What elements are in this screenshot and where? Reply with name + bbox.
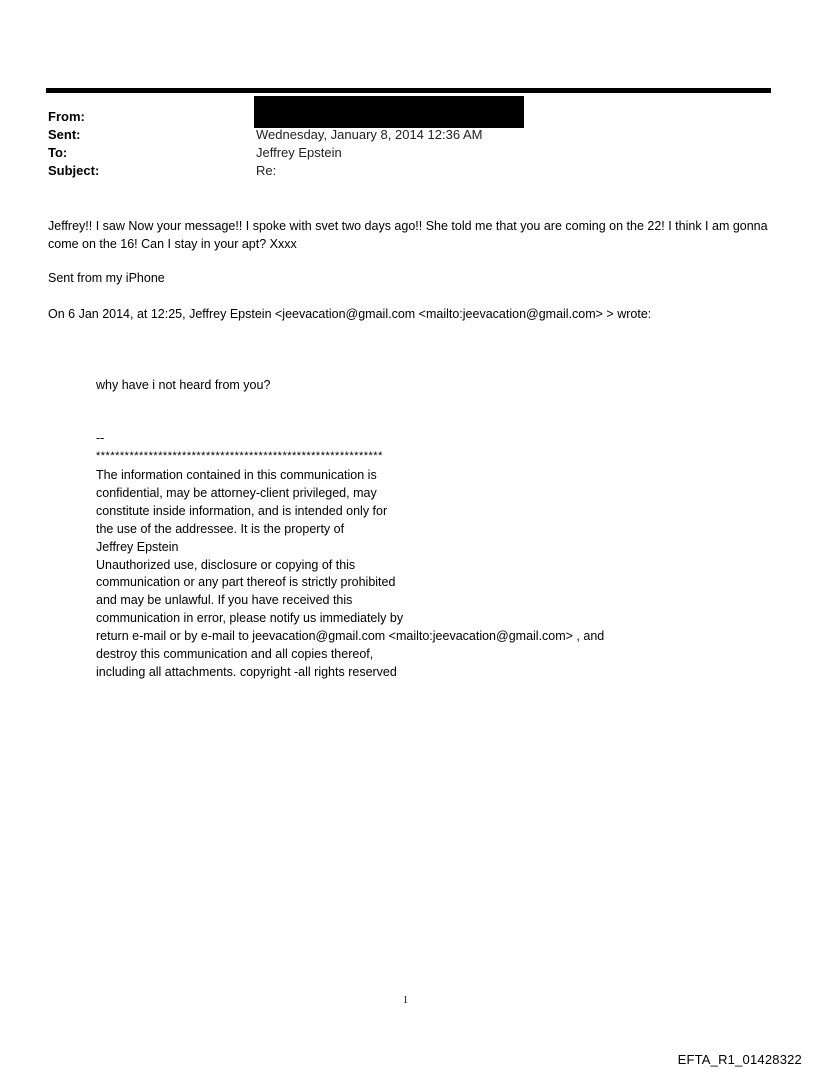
disclaimer-line: Jeffrey Epstein: [96, 539, 179, 554]
signature: Sent from my iPhone: [48, 271, 165, 285]
disclaimer: [96, 467, 604, 682]
disclaimer-line: destroy this communication and all copies thereof,: [96, 647, 374, 662]
disclaimer-line: The information contained in this communication is: [96, 468, 377, 482]
subject-label: Subject:: [48, 163, 100, 178]
quoted-message: why have i not heard from you?: [96, 378, 271, 392]
disclaimer-line: Unauthorized use, disclosure or copying of this: [96, 557, 356, 572]
message-body: Jeffrey!! I saw Now your message!! I spoke with svet two days ago!! She told me that you are coming on the 22! I think I am gonna come on the 16! Can I stay in your apt? Xxxx: [48, 219, 768, 251]
sent-value: Wednesday, January 8, 2014 12:36 AM: [256, 127, 483, 142]
document-id: EFTA_R1_01428322: [677, 1052, 802, 1067]
disclaimer-line: return e-mail or by e-mail to jeevacation@gmail.com <mailto:jeevacation@gmail.com> , and: [96, 629, 605, 644]
separator: --: [96, 431, 105, 445]
disclaimer-line: constitute inside information, and is intended only for: [96, 503, 388, 518]
disclaimer-line: and may be unlawful. If you have received this: [96, 593, 353, 608]
header-rule: [46, 88, 771, 93]
redaction-box: [254, 96, 524, 128]
disclaimer-line: confidential, may be attorney-client privileged, may: [96, 485, 377, 500]
sent-label: Sent:: [48, 127, 81, 142]
stars-line: ************************************************************: [96, 450, 383, 462]
from-label: From:: [48, 109, 85, 124]
quote-intro: On 6 Jan 2014, at 12:25, Jeffrey Epstein <jeevacation@gmail.com <mailto:jeevacation@gmail.com> > wrote:: [48, 307, 652, 321]
disclaimer-line: including all attachments. copyright -all rights reserved: [96, 664, 397, 679]
subject-value: Re:: [256, 163, 277, 178]
disclaimer-line: communication or any part thereof is strictly prohibited: [96, 575, 396, 590]
disclaimer-line: the use of the addressee. It is the property of: [96, 521, 345, 536]
disclaimer-line: communication in error, please notify us immediately by: [96, 611, 404, 626]
page-number: 1: [403, 995, 408, 1006]
to-value: Jeffrey Epstein: [256, 145, 342, 160]
to-label: To:: [48, 145, 68, 160]
